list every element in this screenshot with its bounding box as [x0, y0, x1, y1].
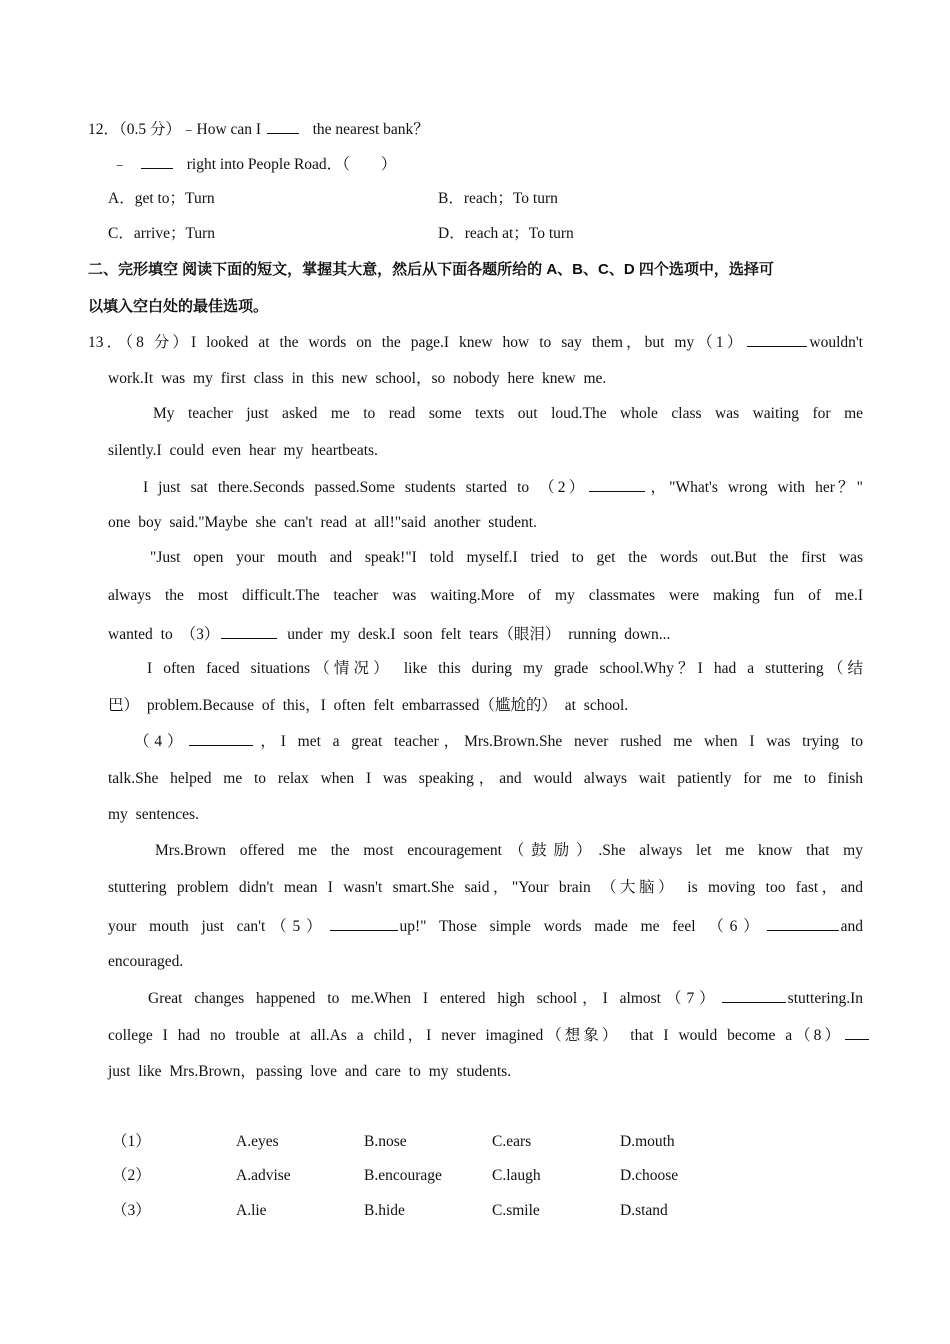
option-row-3-d[interactable]: D.stand — [620, 1202, 668, 1219]
q12-option-c[interactable]: C．arrive；Turn — [108, 225, 216, 242]
q13-p4-text-b: under my desk.I soon felt tears（眼泪） running down... — [287, 626, 671, 643]
q12-option-b[interactable]: B．reach；To turn — [438, 190, 558, 207]
q13-p7-text-c: and — [840, 918, 863, 935]
q13-p4-text-a: wanted to （3） — [108, 626, 220, 643]
q12-stem-text-b: the nearest bank？ — [312, 121, 429, 138]
q13-p4-line3 — [108, 624, 670, 645]
option-row-3-num: （3） — [112, 1202, 151, 1219]
q13-p8-text-c: college I had no trouble at all.As a child，I never imagined（想象） that I would become a（8） — [108, 1027, 843, 1044]
q13-blank-8[interactable] — [845, 1025, 869, 1040]
q13-blank-6[interactable] — [767, 916, 839, 931]
q13-p6-line1 — [134, 731, 863, 752]
q13-p8-line1 — [148, 988, 863, 1009]
q13-p7-text-a: your mouth just can't（5） — [108, 918, 328, 935]
option-row-2-num: （2） — [112, 1167, 151, 1184]
q13-p3-line1 — [143, 477, 863, 498]
q13-p2-line2: silently.I could even hear my heartbeats. — [108, 442, 378, 459]
q13-p6-text-a: ，I met a great teacher，Mrs.Brown.She never rushed me when I was trying to — [255, 733, 863, 750]
q13-p8-text-a: Great changes happened to me.When I entered high school，I almost（7） — [148, 990, 720, 1007]
q13-p8-line2 — [108, 1025, 871, 1046]
q12-stem — [88, 119, 429, 140]
q12-stem-text-a: 12．（0.5 分）﹣How can I — [88, 121, 262, 138]
q13-blank-1[interactable] — [747, 332, 807, 347]
q12-reply-dash: ﹣ — [112, 156, 128, 173]
q13-p5-line2: 巴） problem.Because of this，I often felt embarrassed（尴尬的） at school. — [108, 697, 629, 714]
q13-p8-text-b: stuttering.In — [787, 990, 863, 1007]
q12-option-a[interactable]: A．get to；Turn — [108, 190, 215, 207]
option-row-1-a[interactable]: A.eyes — [236, 1133, 279, 1150]
q13-p7-line2: stuttering problem didn't mean I wasn't smart.She said，"Your brain （大脑） is moving too fast，and — [108, 879, 863, 896]
option-row-2-a[interactable]: A.advise — [236, 1167, 291, 1184]
q13-p6-line3: my sentences. — [108, 806, 199, 823]
q12-blank-2[interactable] — [141, 154, 173, 169]
option-row-1-c[interactable]: C.ears — [492, 1133, 532, 1150]
option-row-2-c[interactable]: C.laugh — [492, 1167, 541, 1184]
q13-p6-line2: talk.She helped me to relax when I was speaking，and would always wait patiently for me to finish — [108, 770, 863, 787]
q13-p7-line1: Mrs.Brown offered me the most encouragement（鼓励）.She always let me know that my — [155, 842, 863, 859]
q13-p1-text-a: 13．（8 分）I looked at the words on the page.I knew how to say them，but my（1） — [88, 334, 746, 351]
section2-heading-line2: 以填入空白处的最佳选项。 — [88, 298, 269, 315]
q13-p3-text-b: ，"What's wrong with her？" — [647, 479, 863, 496]
q13-p2-line1: My teacher just asked me to read some texts out loud.The whole class was waiting for me — [153, 405, 863, 422]
q13-p7-line4: encouraged. — [108, 953, 184, 970]
q13-blank-7[interactable] — [722, 988, 786, 1003]
option-row-1-num: （1） — [112, 1133, 151, 1150]
option-row-3-b[interactable]: B.hide — [364, 1202, 405, 1219]
option-row-2-d[interactable]: D.choose — [620, 1167, 679, 1184]
q12-reply — [112, 154, 396, 175]
q13-blank-4[interactable] — [189, 731, 253, 746]
q13-blank-2[interactable] — [589, 477, 645, 492]
q13-p3-line2: one boy said."Maybe she can't read at all!"said another student. — [108, 514, 537, 531]
q13-p3-text-a: I just sat there.Seconds passed.Some students started to （2） — [143, 479, 588, 496]
q12-option-d[interactable]: D．reach at；To turn — [438, 225, 574, 242]
q13-p4-line2: always the most difficult.The teacher was waiting.More of my classmates were making fun of me.I — [108, 587, 863, 604]
option-row-1-b[interactable]: B.nose — [364, 1133, 407, 1150]
q13-p1-line2: work.It was my first class in this new school，so nobody here knew me. — [108, 370, 607, 387]
q12-blank-1[interactable] — [267, 119, 299, 134]
q13-p4-line1: "Just open your mouth and speak!"I told myself.I tried to get the words out.But the first was — [150, 549, 863, 566]
q13-p1-text-b: wouldn't — [809, 334, 863, 351]
q13-p7-line3 — [108, 916, 863, 937]
q13-p1-line1 — [88, 332, 863, 353]
option-row-3-c[interactable]: C.smile — [492, 1202, 540, 1219]
option-row-1-d[interactable]: D.mouth — [620, 1133, 675, 1150]
q13-p8-line3: just like Mrs.Brown，passing love and care to my students. — [108, 1063, 512, 1080]
q13-blank-5[interactable] — [330, 916, 398, 931]
option-row-3-a[interactable]: A.lie — [236, 1202, 267, 1219]
q13-p6-num-4: （4） — [134, 733, 188, 750]
option-row-2-b[interactable]: B.encourage — [364, 1167, 442, 1184]
q13-p5-line1: I often faced situations（情况） like this during my grade school.Why？I had a stuttering（结 — [147, 660, 863, 677]
section2-heading-line1: 二、完形填空 阅读下面的短文，掌握其大意，然后从下面各题所给的 A、B、C、D 四个选项中，选择可 — [88, 261, 774, 278]
q13-p7-text-b: up!" Those simple words made me feel （6） — [399, 918, 765, 935]
q12-reply-text: right into People Road．（ ） — [186, 156, 397, 173]
q13-blank-3[interactable] — [221, 624, 277, 639]
